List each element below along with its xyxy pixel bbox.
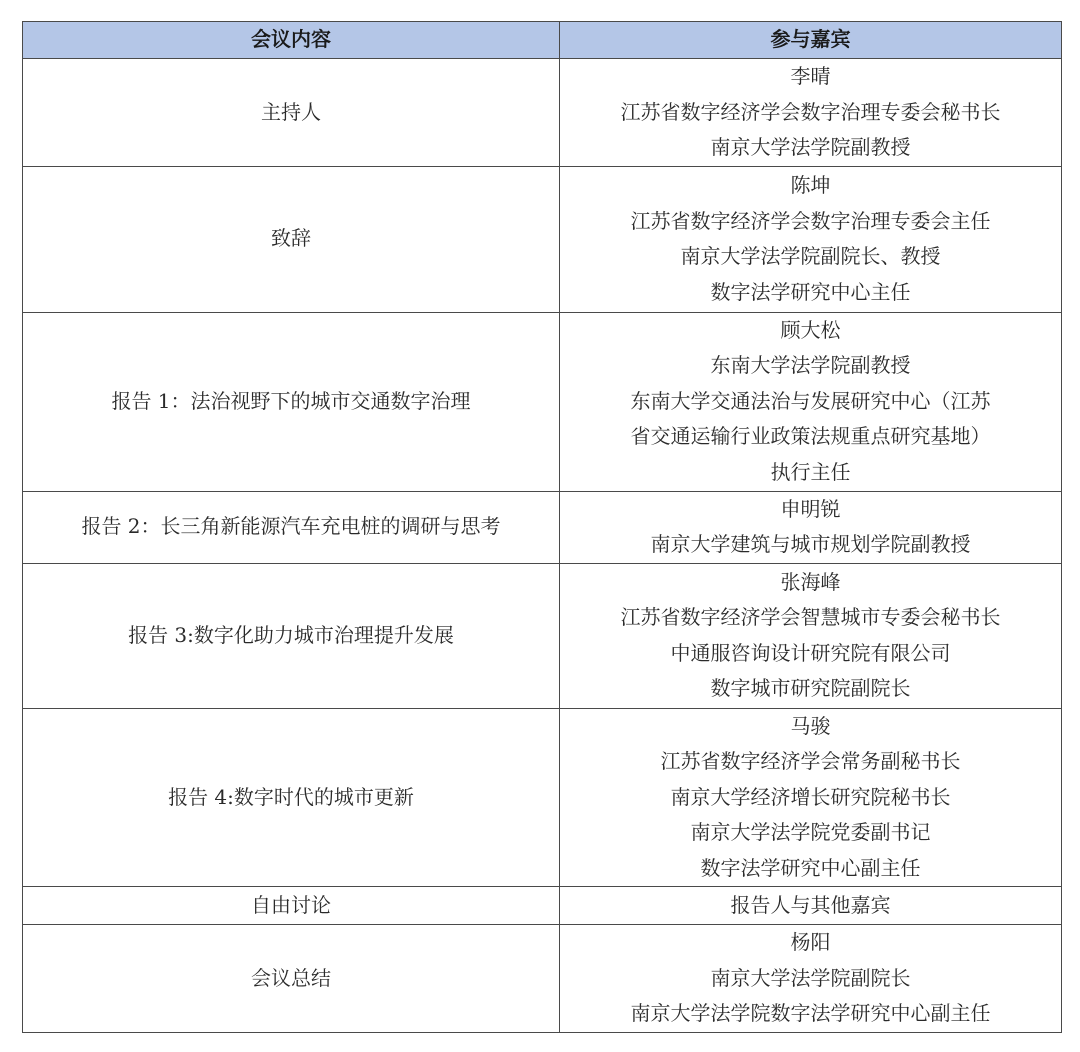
- session-guests: [560, 887, 1062, 925]
- table-row: [23, 312, 1062, 491]
- guest-name: 报告人与其他嘉宾: [730, 892, 891, 917]
- header-content: 会议内容: [23, 22, 560, 59]
- table-row: [23, 491, 1062, 563]
- session-guests: [560, 563, 1062, 708]
- session-content: 主持人: [23, 59, 560, 167]
- session-content: 报告 2：长三角新能源汽车充电桩的调研与思考: [23, 491, 560, 563]
- session-guests: [560, 925, 1062, 1033]
- session-guests: [560, 491, 1062, 563]
- header-guests: 参与嘉宾: [560, 22, 1062, 59]
- guest-title: 南京大学法学院副院长、教授: [680, 244, 941, 268]
- session-guests: [560, 708, 1062, 887]
- guest-name: 张海峰: [780, 569, 841, 594]
- agenda-rows: [23, 59, 1062, 1033]
- session-guests: [560, 59, 1062, 167]
- table-row: [23, 563, 1062, 708]
- session-guests: [560, 166, 1062, 312]
- agenda-table: [22, 21, 1062, 1033]
- session-content: 报告 4:数字时代的城市更新: [23, 708, 560, 887]
- guest-title: 东南大学交通法治与发展研究中心（江苏: [630, 388, 991, 413]
- guest-name: 顾大松: [780, 317, 841, 342]
- guest-title: 南京大学法学院数字法学研究中心副主任: [630, 1001, 991, 1026]
- guest-title: 江苏省数字经济学会数字治理专委会主任: [630, 208, 991, 233]
- guest-title: 中通服咨询设计研究院有限公司: [670, 640, 951, 665]
- guest-title: 江苏省数字经济学会常务副秘书长: [660, 749, 961, 773]
- table-row: [23, 887, 1062, 925]
- guest-title: 东南大学法学院副教授: [710, 353, 911, 378]
- session-guests: [560, 312, 1062, 491]
- guest-title: 数字法学研究中心主任: [710, 279, 911, 304]
- guest-title: 南京大学法学院副教授: [710, 135, 911, 159]
- guest-title: 省交通运输行业政策法规重点研究基地）: [630, 424, 991, 449]
- table-row: [23, 166, 1062, 312]
- table-row: [23, 59, 1062, 167]
- guest-title: 执行主任: [770, 459, 851, 484]
- guest-title: 南京大学经济增长研究院秘书长: [670, 784, 951, 809]
- guest-title: 南京大学法学院副院长: [710, 965, 911, 990]
- guest-name: 陈坤: [790, 173, 831, 197]
- guest-name: 李晴: [790, 64, 831, 88]
- session-content: 致辞: [23, 166, 560, 312]
- guest-name: 申明锐: [780, 496, 841, 521]
- guest-title: 江苏省数字经济学会智慧城市专委会秘书长: [620, 605, 1001, 629]
- guest-name: 马骏: [790, 713, 831, 738]
- session-content: 报告 3:数字化助力城市治理提升发展: [23, 563, 560, 708]
- guest-title: 数字城市研究院副院长: [710, 676, 911, 700]
- guest-title: 南京大学法学院党委副书记: [690, 820, 931, 844]
- session-content: 会议总结: [23, 925, 560, 1033]
- guest-title: 数字法学研究中心副主任: [700, 855, 921, 880]
- session-content: 自由讨论: [23, 887, 560, 925]
- guest-name: 杨阳: [790, 930, 831, 955]
- table-row: [23, 708, 1062, 887]
- header-row: [23, 22, 1062, 59]
- guest-title: 江苏省数字经济学会数字治理专委会秘书长: [620, 99, 1001, 124]
- guest-title: 南京大学建筑与城市规划学院副教授: [650, 532, 971, 556]
- session-content: 报告 1：法治视野下的城市交通数字治理: [23, 312, 560, 491]
- table-row: [23, 925, 1062, 1033]
